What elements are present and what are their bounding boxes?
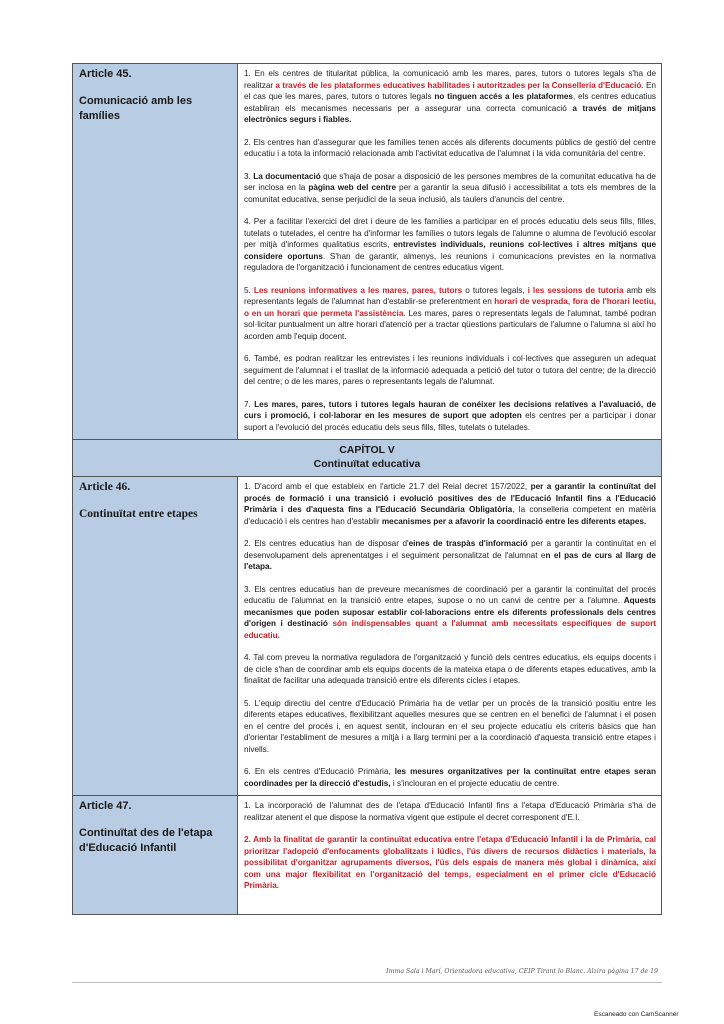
text-run: amb els representants legals de l'alumnat han d'establir-se preferentment en bbox=[244, 285, 656, 306]
highlighted-text: a través de les plataformes educatives habilitades i autoritzades per la Conselleria d'Educació bbox=[275, 80, 642, 90]
article-46-paragraph-6 bbox=[244, 766, 656, 789]
article-46-paragraph-5 bbox=[244, 698, 656, 756]
text-run: 1. En els centres de titularitat pública, la comunicació amb les mares, pares, tutors o tutores legals s'ha de realitzar bbox=[244, 69, 656, 90]
bold-text: per a garantir la continuïtat del procés de formació i una transició i evolució positives des de l'Educació Infantil fins a l'Educació Primària i des d'aquesta fins a l'Educació Secundària Obligatòria bbox=[244, 482, 656, 514]
article-47-paragraph-1 bbox=[244, 800, 656, 823]
text-run: 3. Els centres educatius han de preveure mecanismes de coordinació per a garantir la continuïtat del procés educatiu de l'alumnat en la transició entre etapes, supose o no un canvi de centre per a l'alumne. bbox=[244, 584, 656, 605]
text-run: 5. L'equip directiu del centre d'Educació Primària ha de vetlar per un procés de la transició positiu entre les diferents etapes educatives, flexibilitzant aquelles mesures que se centren en el benefici de l'alumnat i el posen en el centre del procés i, en aquest sentit, inclouran en el seu projecte educatiu els criteris bàsics que han d'orientar l'establiment de mesures a mitjà i a llarg termini per a la coordinació d'aquesta transició entre etapes i nivells. bbox=[244, 698, 656, 754]
text-run: . Les mares, pares o representats legals de l'alumnat, també podran sol·licitar puntualment un altre horari d'atenció per a tractar qüestions particulars de l'alumne o l'alumna si així ho acorden amb l'equip docent. bbox=[244, 308, 656, 341]
bold-text: no tinguen accés a les plataformes bbox=[434, 92, 573, 101]
text-run: o tutores legals, bbox=[462, 285, 528, 295]
text-run: . En el cas que les mares, pares, tutors o tutores legals bbox=[244, 80, 656, 101]
text-run: 7. bbox=[244, 399, 255, 409]
article-45-paragraph-3 bbox=[244, 171, 656, 206]
highlighted-text: Amb la finalitat de garantir la continuïtat educativa entre l'etapa d'Educació Infantil i la de Primària, cal prioritzar l'adopció d'enfocaments globalitzats i lúdics, l'ús divers de recursos didàctics i materials, la possibilitat d'organitzar agrupaments diversos, l'ús dels espais de manera més global i dinàmica, així com una major flexibilitat en l'organització del temps, especialment en el primer cicle d'Educació Primària. bbox=[244, 835, 656, 890]
article-47-row bbox=[73, 796, 662, 915]
article-47-body-cell bbox=[238, 796, 662, 915]
article-45-paragraph-4 bbox=[244, 216, 656, 274]
text-run: 5. bbox=[244, 285, 254, 295]
bold-text: Aquests mecanismes que poden suposar establir col·laboracions entre els diferents professionals dels centres d'origen i destinació bbox=[244, 596, 656, 628]
regulation-table bbox=[72, 63, 662, 915]
text-run: els centres per a participar i donar suport a l'evolució del procés educatiu dels seus fills, filles, tutelats o tutelades. bbox=[244, 411, 656, 432]
article-46-row bbox=[73, 477, 662, 796]
text-run: 4. Tal com preveu la normativa reguladora de l'organització y funció dels centres educatius, els equips docents i de cicle s'han de coordinar amb els equips docents de la mateixa etapa o de diferents etapes educatives, amb la finalitat de facilitar una adequada transició entre els diferents cicles i etapes. bbox=[244, 653, 656, 685]
article-45-body-cell bbox=[238, 64, 662, 440]
article-47-number: Article 47. bbox=[79, 800, 132, 812]
text-run: 6. També, es podran realitzar les entrevistes i les reunions individuals i col·lectives que asseguren un adequat seguiment de l'alumnat i el trasllat de la informació adequada a petició del tutor o tutora del centre; de la direcció del centre; o de les mares, pares o representants legals de l'alumnat. bbox=[244, 354, 656, 386]
article-45-paragraph-2 bbox=[244, 137, 656, 160]
text-run: 2. Els centres han d'assegurar que les famílies tenen accés als diferents documents públics de gestió del centre educatiu i a tota la informació relacionada amb l'activitat educativa de l'alumnat i la vida comunitària del centre. bbox=[244, 137, 656, 158]
bold-text: entrevistes individuals, reunions col·lectives i altres mitjans que considere oportuns bbox=[244, 240, 656, 261]
article-46-paragraph-4 bbox=[244, 652, 656, 687]
text-run: per a garantir la continuïtat en el desenvolupament dels aprenentatges i el seguiment personalitzat de l'alumnat e bbox=[244, 539, 657, 560]
text-run: , la conselleria competent en matèria d'educació i els centres han d'establir bbox=[244, 505, 656, 526]
text-run: , els centres educatius establiran els mecanismes necessaris per a assegurar una correcta comunicació bbox=[244, 92, 656, 113]
article-46-number: Article 46. bbox=[79, 481, 131, 493]
article-45-paragraph-5 bbox=[244, 285, 656, 343]
text-run: per a garantir la seua difusió i accessibilitat a tots els membres de la comunitat educativa, sense perjudici de la seua inclusió, als taulers d'anuncis del centre. bbox=[244, 183, 656, 204]
article-45-paragraph-1 bbox=[244, 68, 656, 126]
text-run: 1. D'acord amb el que estableix en l'article 21.7 del Reial decret 157/2022, bbox=[244, 482, 531, 491]
article-45-number: Article 45. bbox=[79, 68, 132, 80]
chapter-name: Continuïtat educativa bbox=[313, 458, 421, 470]
article-46-paragraph-3 bbox=[244, 584, 656, 642]
article-47-title: Continuïtat des de l'etapa d'Educació Infantil bbox=[79, 827, 213, 854]
article-47-paragraph-2 bbox=[244, 834, 656, 892]
article-45-paragraph-6 bbox=[244, 353, 656, 388]
footer-divider bbox=[72, 982, 662, 983]
bold-text: a través de mitjans electrònics segurs i fiables. bbox=[244, 103, 656, 124]
page-footer: Imma Sala i Marí, Orientadora educativa, CEIP Tirant lo Blanc. Alzira pàgina 17 de 19 bbox=[386, 968, 658, 975]
document-page bbox=[72, 63, 662, 915]
text-run: i s'inclouran en el projecte educatiu de centre. bbox=[390, 778, 560, 788]
bold-text: eines de traspàs d'informació bbox=[408, 539, 528, 548]
article-45-row bbox=[73, 64, 662, 440]
article-46-heading-cell bbox=[73, 477, 238, 796]
bold-text: Les mares, pares, tutors i tutores legals hauran de conéixer les decisions relatives a l'avaluació, de curs i promoció, i col·laborar en les mesures de suport que adopten bbox=[244, 399, 656, 420]
highlighted-text: són indispensables quant a l'alumnat amb necessitats específiques de suport educatiu. bbox=[244, 619, 656, 640]
article-47-heading-cell bbox=[73, 796, 238, 915]
highlighted-text: 2. bbox=[244, 835, 254, 844]
chapter-number: CAPÍTOL V bbox=[339, 444, 395, 456]
text-run: 3. bbox=[244, 171, 254, 181]
highlighted-text: i les sessions de tutoria bbox=[527, 285, 624, 295]
article-45-heading-cell bbox=[73, 64, 238, 440]
article-46-title: Continuïtat entre etapes bbox=[79, 508, 198, 520]
text-run: 1. La incorporació de l'alumnat des de l'etapa d'Educació Infantil fins a l'etapa d'Educació Primària s'ha de realitzar atenent el que dispose la normativa vigent que estipule el decret corresponent d'E.I. bbox=[244, 801, 656, 822]
bold-text: les mesures organitzatives per la continuïtat entre etapes seran coordinades per la direcció d'estudis, bbox=[244, 767, 656, 788]
text-run: que s'haja de posar a disposició de les persones membres de la comunitat educativa ha de ser inclosa en la bbox=[244, 171, 656, 192]
highlighted-text: Les reunions informatives a les mares, pares, tutors bbox=[253, 285, 463, 295]
bold-text: La documentació bbox=[253, 171, 321, 181]
bold-text: pàgina web del centre bbox=[308, 183, 397, 192]
article-46-body-cell bbox=[238, 477, 662, 796]
highlighted-text: horari de vesprada, fora de l'horari lectiu, o en un horari que permeta l'assistència bbox=[244, 297, 656, 318]
text-run: 6. En els centres d'Educació Primària, bbox=[244, 767, 395, 776]
chapter-heading-cell bbox=[73, 440, 662, 477]
chapter-row bbox=[73, 440, 662, 477]
article-46-paragraph-1 bbox=[244, 481, 656, 527]
text-run: . S'han de garantir, almenys, les reunions i comunicacions previstes en la normativa reguladora de l'organització i funcionament de centres educatius vigent. bbox=[244, 251, 656, 272]
bold-text: mecanismes per a afavorir la coordinació entre les diferents etapes. bbox=[381, 516, 647, 526]
scanner-watermark: Escaneado con CamScanner bbox=[594, 1011, 679, 1018]
article-45-paragraph-7 bbox=[244, 399, 656, 434]
bold-text: n el pas de curs al llarg de l'etapa. bbox=[244, 550, 656, 571]
article-45-title: Comunicació amb les famílies bbox=[79, 95, 193, 122]
text-run: 2. Els centres educatius han de disposar d' bbox=[244, 539, 409, 548]
article-46-paragraph-2 bbox=[244, 538, 656, 573]
text-run: 4. Per a facilitar l'exercici del dret i deure de les famílies a participar en el procés educatiu dels seus fills, filles, tutelats o tutelades, el centre ha d'informar les famílies o tutors legals de l'alumne o alumna de l'evolució escolar per mitjà d'informes qualitatius escrits, bbox=[244, 217, 656, 249]
